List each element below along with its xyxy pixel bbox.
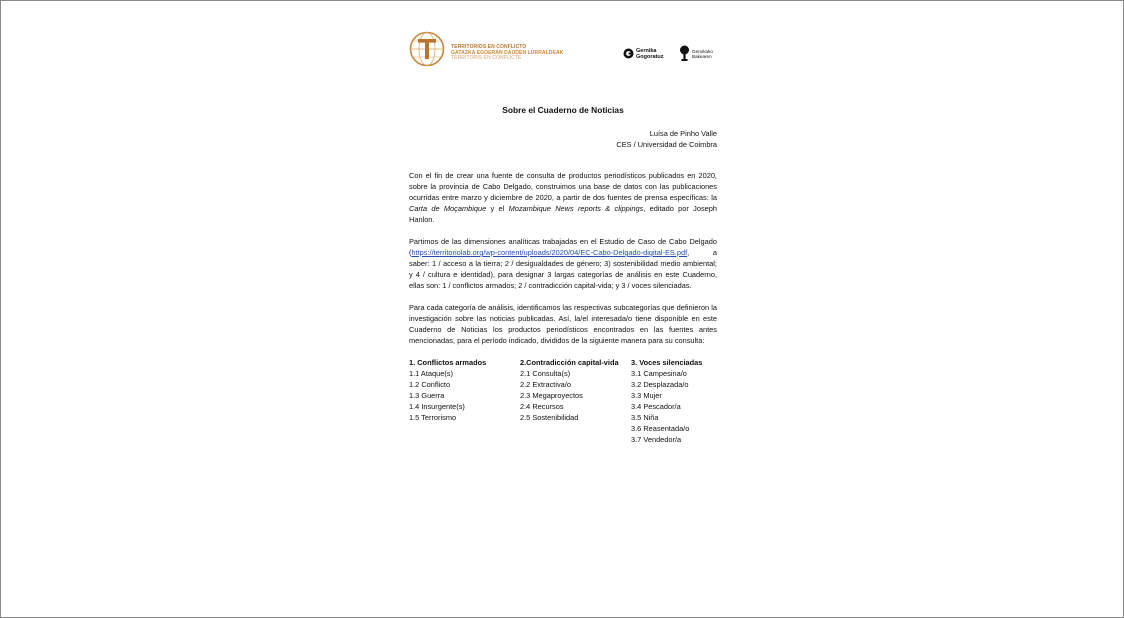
subcategory-item: 3.1 Campesina/o (631, 369, 687, 378)
intro-paragraph (409, 170, 717, 225)
subcategory-item: 1.1 Ataque(s) (409, 369, 453, 378)
partner-2-name-line-2: Bakearen (692, 54, 712, 59)
subcategory-item: 1.5 Terrorismo (409, 413, 457, 422)
categories-columns (409, 357, 717, 457)
subcategory-item: 1.3 Guerra (409, 391, 445, 400)
subcategory-item: 2.4 Recursos (520, 402, 564, 411)
partner-2-name-line-1: Gernikako (692, 49, 713, 54)
subcategory-item: 1.2 Conflicto (409, 380, 451, 389)
subcategory-item: 1.4 Insurgente(s) (409, 402, 465, 411)
category-heading: 3. Voces silenciadas (631, 358, 703, 367)
subcategory-item: 3.2 Desplazada/o (631, 380, 689, 389)
logo-line-2: GATAZKA EGOERAN DAUDEN LURRALDEAK (451, 49, 564, 56)
gernikako-bakearen-mark-icon (679, 45, 690, 62)
logo-line-3: TERRITORIS EN CONFLICTE (451, 55, 522, 62)
category-heading: 1. Conflictos armados (409, 358, 487, 367)
subcategory-item: 2.3 Megaproyectos (520, 391, 583, 400)
intro-text-a: Con el fin de crear una fuente de consulta de productos periodísticos publicados en 2020, sobre la provincia de Cabo Delgado, construimos una base de datos con las publicaciones ocurridas entre marzo y diciembre de 2020, a partir de dos fuentes de prensa específicas: la (409, 171, 717, 202)
dimensions-paragraph (409, 236, 717, 291)
subcategory-item: 2.2 Extractiva/o (520, 380, 571, 389)
dimensions-text-a: Partimos de las dimensiones analíticas trabajadas en el Estudio de Caso de Cabo Delgado ( (409, 237, 717, 257)
subcategory-item: 3.7 Vendedor/a (631, 435, 682, 444)
document-title: Sobre el Cuaderno de Noticias (502, 105, 624, 115)
category-column-2 (520, 357, 620, 423)
subcategory-item: 3.6 Reasentada/o (631, 424, 690, 433)
globe-with-T-icon (409, 31, 445, 67)
intro-text-c: , editado por Joseph Hanlon. (409, 204, 718, 224)
document-page (409, 29, 717, 457)
subcategories-paragraph: Para cada categoría de análisis, identificamos las respectivas subcategorías que definieron la investigación sobre las noticias publicadas. Así, la/el interesada/o tiene disponible en este Cuaderno de Noticias los productos periodísticos encontrados en las fuentes antes mencionadas, para el período indicado, divididos de la siguiente manera para su consulta: (409, 303, 717, 345)
category-column-1 (409, 357, 509, 423)
author-affiliation: CES / Universidad de Coimbra (616, 140, 717, 149)
category-column-3 (631, 357, 721, 445)
subcategory-item: 2.5 Sostenibilidad (520, 413, 579, 422)
partner-1-name-line-1: Gernika (636, 48, 657, 54)
partner-2-name (692, 49, 713, 59)
gernika-gogoratuz-mark-icon (623, 48, 634, 59)
subcategory-item: 3.5 Niña (631, 413, 659, 422)
subcategory-item: 3.4 Pescador/a (631, 402, 681, 411)
page-header (409, 29, 717, 73)
project-logo-text (451, 45, 563, 62)
source-mozambique-news: Mozambique News reports & clippings (508, 204, 644, 213)
logo-line-1: TERRITORIOS EN CONFLICTO (451, 44, 527, 50)
case-study-link[interactable]: https://territoriolab.org/wp-content/uploads/2020/04/EC-Cabo-Delgado-digital-ES.pdf (411, 248, 688, 257)
dimensions-text-b: , a saber: 1 / acceso a la tierra; 2 / desigualdades de género; 3) sostenibilidad medio ambiental; y 4 / cultura e identidad), para designar 3 largas categorías de análisis en este Cuaderno, ellas son: 1 / conflictos armados; 2 / contradicción capital-vida; y 3 / voces silenciadas. (409, 248, 717, 290)
author-block (409, 128, 717, 150)
category-heading: 2.Contradicción capital-vida (520, 358, 619, 367)
subcategory-item: 2.1 Consulta(s) (520, 369, 571, 378)
author-name: Luísa de Pinho Valle (649, 129, 717, 138)
partner-logo-gernika-gogoratuz (623, 47, 667, 61)
subcategory-item: 3.3 Mujer (631, 391, 662, 400)
intro-text-b: y el (486, 204, 509, 213)
partner-1-name-line-2: Gogoratuz (636, 54, 664, 60)
source-carta-de-mocambique: Carta de Moçambique (409, 204, 487, 213)
partner-logo-gernikako-bakearen (679, 45, 719, 63)
partner-1-name (636, 48, 664, 60)
